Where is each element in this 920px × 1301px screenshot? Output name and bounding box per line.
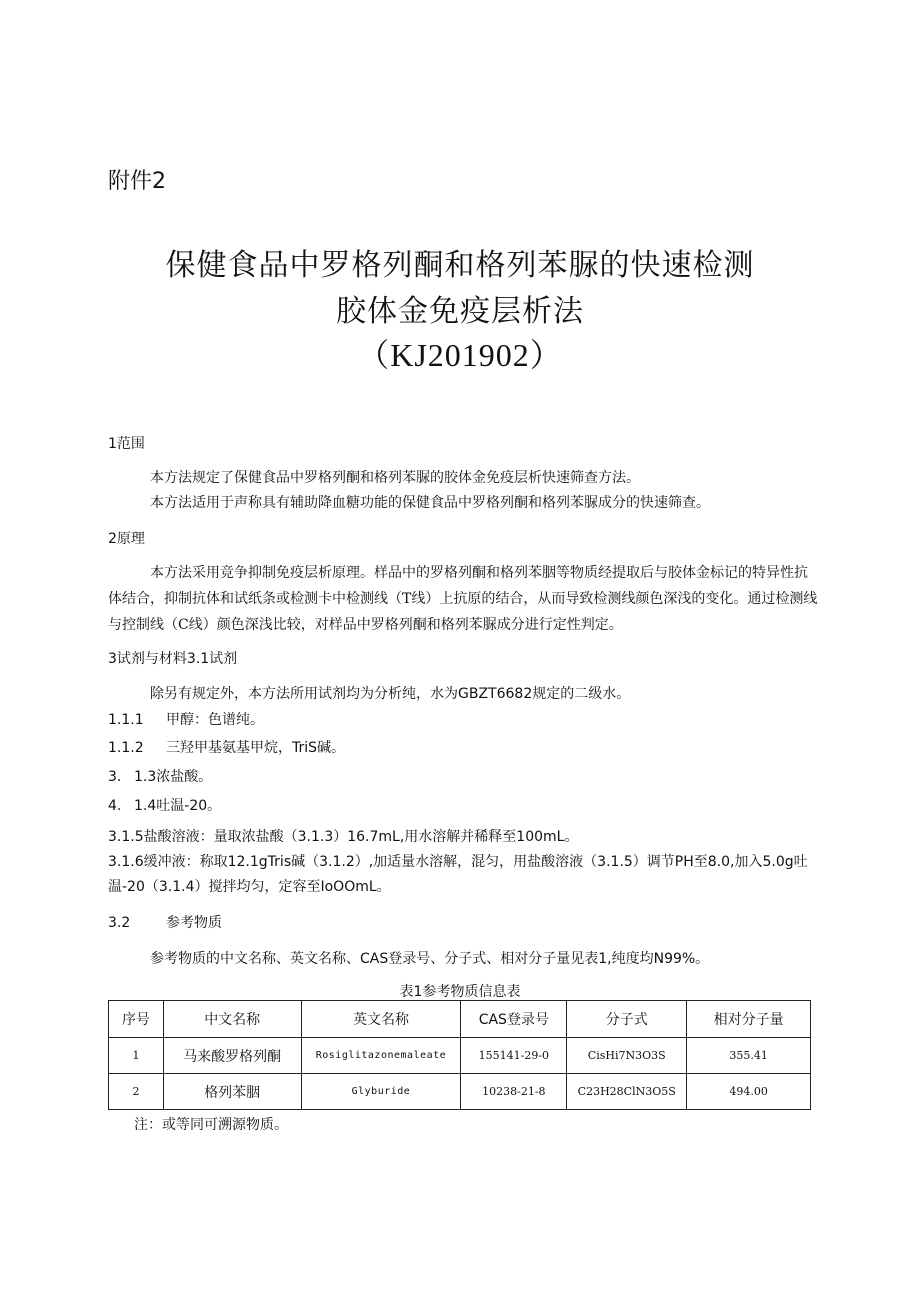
section-1-paragraph-2: 本方法适用于声称具有辅助降血糖功能的保健食品中罗格列酮和格列苯脲成分的快速筛查。 [150, 495, 710, 511]
reagent-item-number: 4. [108, 798, 122, 814]
table-caption: 表1参考物质信息表 [399, 984, 521, 1000]
reagent-item-number: 1.1.1 [108, 712, 144, 728]
section-3-2-heading [108, 912, 222, 932]
header-cas: CAS登录号 [461, 1001, 567, 1038]
document-title-line2: 胶体金免疫层析法 [336, 294, 584, 329]
reagent-item-3-1-6: 3.1.6缓冲液：称取12.1gTris碱（3.1.2）,加适量水溶解，混匀，用盐酸溶液（3.1.5）调节PH至8.0,加入5.0g吐温-20（3.1.4）搅拌均匀，定容至IoOOmL。 [108, 854, 808, 895]
section-1-paragraph-1: 本方法规定了保健食品中罗格列酮和格列苯脲的胶体金免疫层析快速筛查方法。 [150, 470, 640, 486]
section-3-paragraph: 除另有规定外，本方法所用试剂均为分析纯，水为GBZT6682规定的二级水。 [150, 686, 631, 702]
section-2-heading: 2原理 [108, 531, 145, 547]
section-1-heading: 1范围 [108, 436, 145, 452]
section-number: 3.2 [108, 915, 131, 931]
header-chinese-name: 中文名称 [163, 1001, 301, 1038]
reagent-item-3 [108, 766, 212, 786]
reagent-item-text: 1.3浓盐酸。 [134, 769, 213, 785]
cell-cas: 10238-21-8 [461, 1074, 567, 1110]
reagent-item-3-1-5: 3.1.5盐酸溶液：量取浓盐酸（3.1.3）16.7mL,用水溶解并稀释至100mL。 [108, 829, 579, 845]
cell-formula: C23H28ClN3O5S [567, 1074, 687, 1110]
cell-english-name: Rosiglitazonemaleate [301, 1038, 461, 1074]
table-row [109, 1038, 811, 1074]
reagent-item-1-1-2 [108, 737, 345, 757]
reagent-item-text: 1.4吐温-20。 [134, 798, 222, 814]
cell-molecular-weight: 494.00 [687, 1074, 811, 1110]
reagent-item-number: 3. [108, 769, 122, 785]
table-row [109, 1074, 811, 1110]
document-code: （KJ201902） [357, 337, 563, 373]
cell-index: 2 [109, 1074, 164, 1110]
header-index: 序号 [109, 1001, 164, 1038]
header-molecular-weight: 相对分子量 [687, 1001, 811, 1038]
attachment-label: 附件2 [108, 169, 166, 194]
section-3-heading: 3试剂与材料3.1试剂 [108, 651, 238, 667]
cell-index: 1 [109, 1038, 164, 1074]
cell-molecular-weight: 355.41 [687, 1038, 811, 1074]
reagent-item-4 [108, 795, 221, 815]
cell-formula: CisHi7N3O3S [567, 1038, 687, 1074]
reagent-item-number: 1.1.2 [108, 740, 144, 756]
table-header-row [109, 1001, 811, 1038]
reagent-item-text: 三羟甲基氨基甲烷，TriS碱。 [166, 740, 346, 756]
section-title: 参考物质 [166, 915, 222, 931]
cell-cas: 155141-29-0 [461, 1038, 567, 1074]
section-2-paragraph: 本方法采用竞争抑制免疫层析原理。样品中的罗格列酮和格列苯胭等物质经提取后与胶体金标记的特异性抗体结合，抑制抗体和试纸条或检测卡中检测线（T线）上抗原的结合，从而导致检测线颜色深浅的变化。通过检测线与控制线（C线）颜色深浅比较，对样品中罗格列酮和格列苯脲成分进行定性判定。 [108, 565, 818, 633]
cell-chinese-name: 马来酸罗格列酮 [163, 1038, 301, 1074]
reagent-item-1-1-1 [108, 709, 264, 729]
section-3-2-paragraph: 参考物质的中文名称、英文名称、CAS登录号、分子式、相对分子量见表1,纯度均N99%。 [150, 951, 710, 967]
header-english-name: 英文名称 [301, 1001, 461, 1038]
table-note: 注：或等同可溯源物质。 [134, 1117, 288, 1133]
cell-english-name: Glyburide [301, 1074, 461, 1110]
reference-materials-table [108, 1000, 811, 1110]
cell-chinese-name: 格列苯胭 [163, 1074, 301, 1110]
reagent-item-text: 甲醇：色谱纯。 [166, 712, 264, 728]
header-formula: 分子式 [567, 1001, 687, 1038]
document-title-line1: 保健食品中罗格列酮和格列苯脲的快速检测 [165, 248, 755, 283]
